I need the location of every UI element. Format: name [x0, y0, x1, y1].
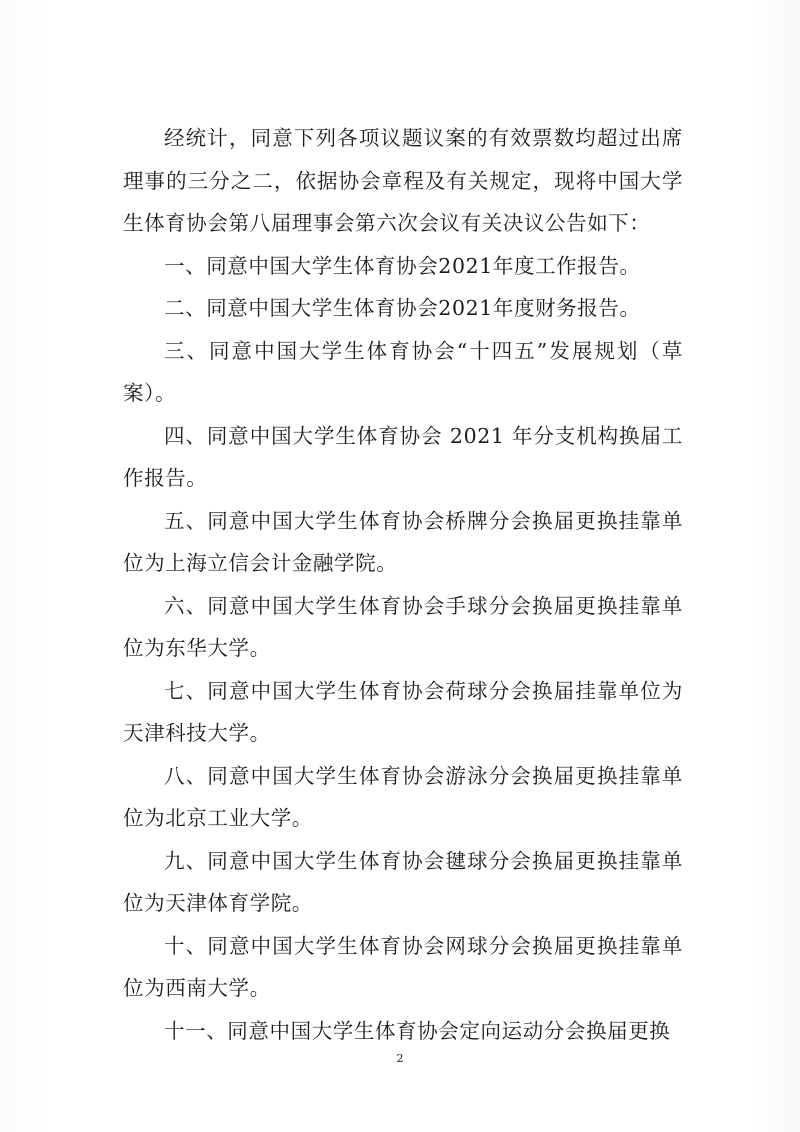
resolution-item-11: 十一、同意中国大学生体育协会定向运动分会换届更换: [164, 1018, 671, 1043]
resolution-item-10: 十、同意中国大学生体育协会网球分会换届更换挂靠单位为西南大学。: [123, 933, 683, 1000]
resolution-item-9: 九、同意中国大学生体育协会毽球分会换届更换挂靠单位为天津体育学院。: [123, 848, 683, 915]
resolution-item-7: 七、同意中国大学生体育协会荷球分会换届挂靠单位为天津科技大学。: [123, 678, 683, 745]
resolution-item-6: 六、同意中国大学生体育协会手球分会换届更换挂靠单位为东华大学。: [123, 593, 683, 660]
paragraph-intro: 经统计，同意下列各项议题议案的有效票数均超过出席理事的三分之二，依据协会章程及有关规定，现将中国大学生体育协会第八届理事会第六次会议有关决议公告如下：: [123, 126, 683, 235]
resolution-item-3: 三、同意中国大学生体育协会“十四五”发展规划（草案）。: [123, 338, 683, 405]
resolution-item-4: 四、同意中国大学生体育协会 2021 年分支机构换届工作报告。: [123, 423, 683, 490]
resolution-item-8: 八、同意中国大学生体育协会游泳分会换届更换挂靠单位为北京工业大学。: [123, 763, 683, 830]
document-body: [123, 117, 683, 1052]
resolution-item-5: 五、同意中国大学生体育协会桥牌分会换届更换挂靠单位为上海立信会计金融学院。: [123, 508, 683, 575]
resolution-item-1: 一、同意中国大学生体育协会2021年度工作报告。: [164, 253, 641, 278]
resolution-item-2: 二、同意中国大学生体育协会2021年度财务报告。: [164, 296, 641, 320]
page-number: 2: [396, 1052, 404, 1065]
